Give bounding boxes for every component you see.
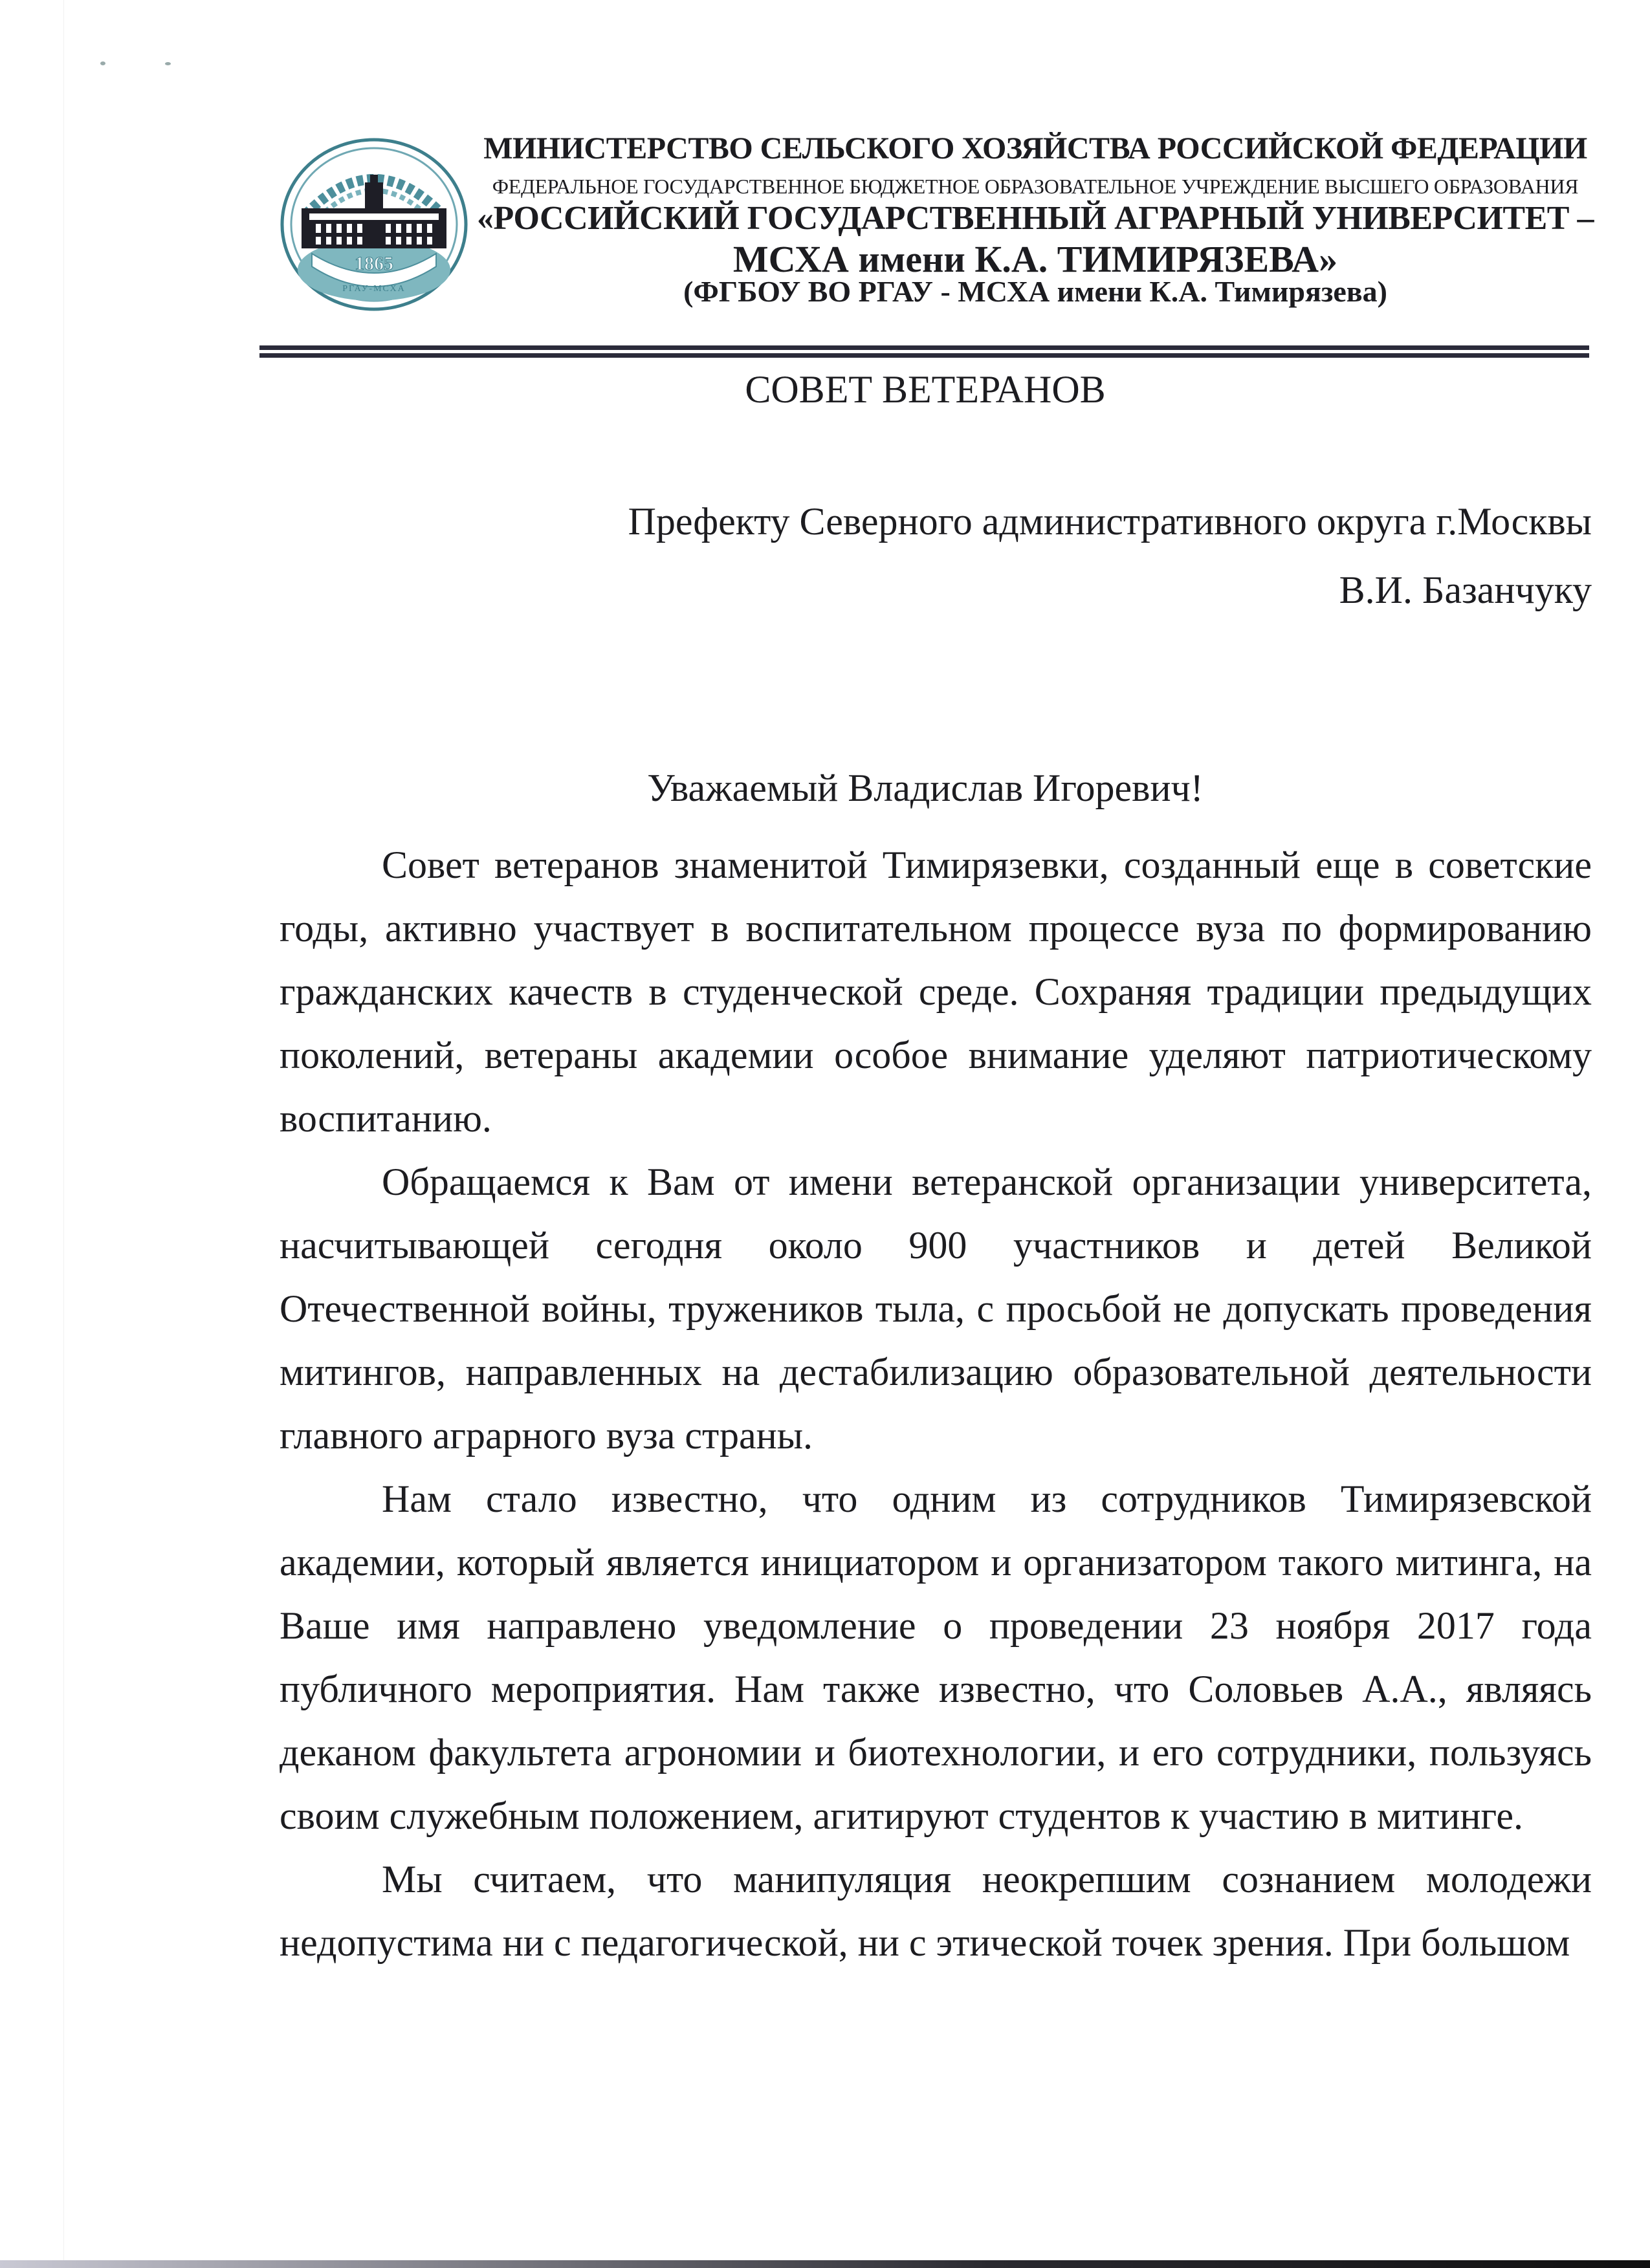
scan-speck: [100, 61, 105, 65]
addressee-name: В.И. Базанчуку: [1339, 569, 1592, 611]
scan-speck: [165, 62, 171, 65]
body-paragraph: Обращаемся к Вам от имени ветеранской организации университета, насчитывающей сегодня около 900 участников и детей Великой Отечественной войны, тружеников тыла, с просьбой не допускать проведения митингов, направленных на дестабилизацию образовательной деятельности главного аграрного вуза страны.: [280, 1161, 1592, 1457]
university-seal-icon: [280, 137, 468, 312]
header-rule-bottom: [259, 353, 1589, 358]
department-title: СОВЕТ ВЕТЕРАНОВ: [745, 368, 1106, 411]
body-paragraph: Нам стало известно, что одним из сотрудников Тимирязевской академии, который является инициатором и организатором такого митинга, на Ваше имя направлено уведомление о проведении 23 ноября 2017 года публичного мероприятия. Нам также известно, что Соловьев А.А., являясь деканом факультета агрономии и биотехнологии, и его сотрудники, пользуясь своим служебным положением, агитируют студентов к участию в митинге.: [280, 1477, 1592, 1837]
university-logo: [280, 137, 468, 312]
scan-edge-line: [63, 0, 64, 2268]
logo-year: 1865: [355, 253, 393, 274]
addressee-position: Префекту Северного административного округа г.Москвы: [628, 500, 1592, 543]
university-short-name: (ФГБОУ ВО РГАУ - МСХА имени К.А. Тимирязева): [683, 275, 1387, 308]
logo-ribbon-text: РГАУ-МСХА: [342, 284, 406, 294]
body-paragraph: Совет ветеранов знаменитой Тимирязевки, созданный еще в советские годы, активно участвует в воспитательном процессе вуза по формированию гражданских качеств в студенческой среде. Сохраняя традиции предыдущих поколений, ветераны академии особое внимание уделяют патриотическому воспитанию.: [280, 844, 1592, 1140]
university-name-line1: «РОССИЙСКИЙ ГОСУДАРСТВЕННЫЙ АГРАРНЫЙ УНИВЕРСИТЕТ –: [477, 200, 1594, 237]
institution-type: ФЕДЕРАЛЬНОЕ ГОСУДАРСТВЕННОЕ БЮДЖЕТНОЕ ОБРАЗОВАТЕЛЬНОЕ УЧРЕЖДЕНИЕ ВЫСШЕГО ОБРАЗОВАНИЯ: [492, 175, 1579, 198]
university-name-line2: МСХА имени К.А. ТИМИРЯЗЕВА»: [732, 238, 1338, 280]
ministry-name: МИНИСТЕРСТВО СЕЛЬСКОГО ХОЗЯЙСТВА РОССИЙСКОЙ ФЕДЕРАЦИИ: [483, 131, 1587, 166]
letter-body: [280, 833, 1592, 1974]
salutation: Уважаемый Владислав Игоревич!: [647, 767, 1204, 809]
body-paragraph: Мы считаем, что манипуляция неокрепшим сознанием молодежи недопустима ни с педагогической, ни с этической точек зрения. При большом: [280, 1858, 1592, 1964]
header-rule-top: [259, 345, 1589, 350]
scan-bottom-edge: [0, 2260, 1650, 2268]
